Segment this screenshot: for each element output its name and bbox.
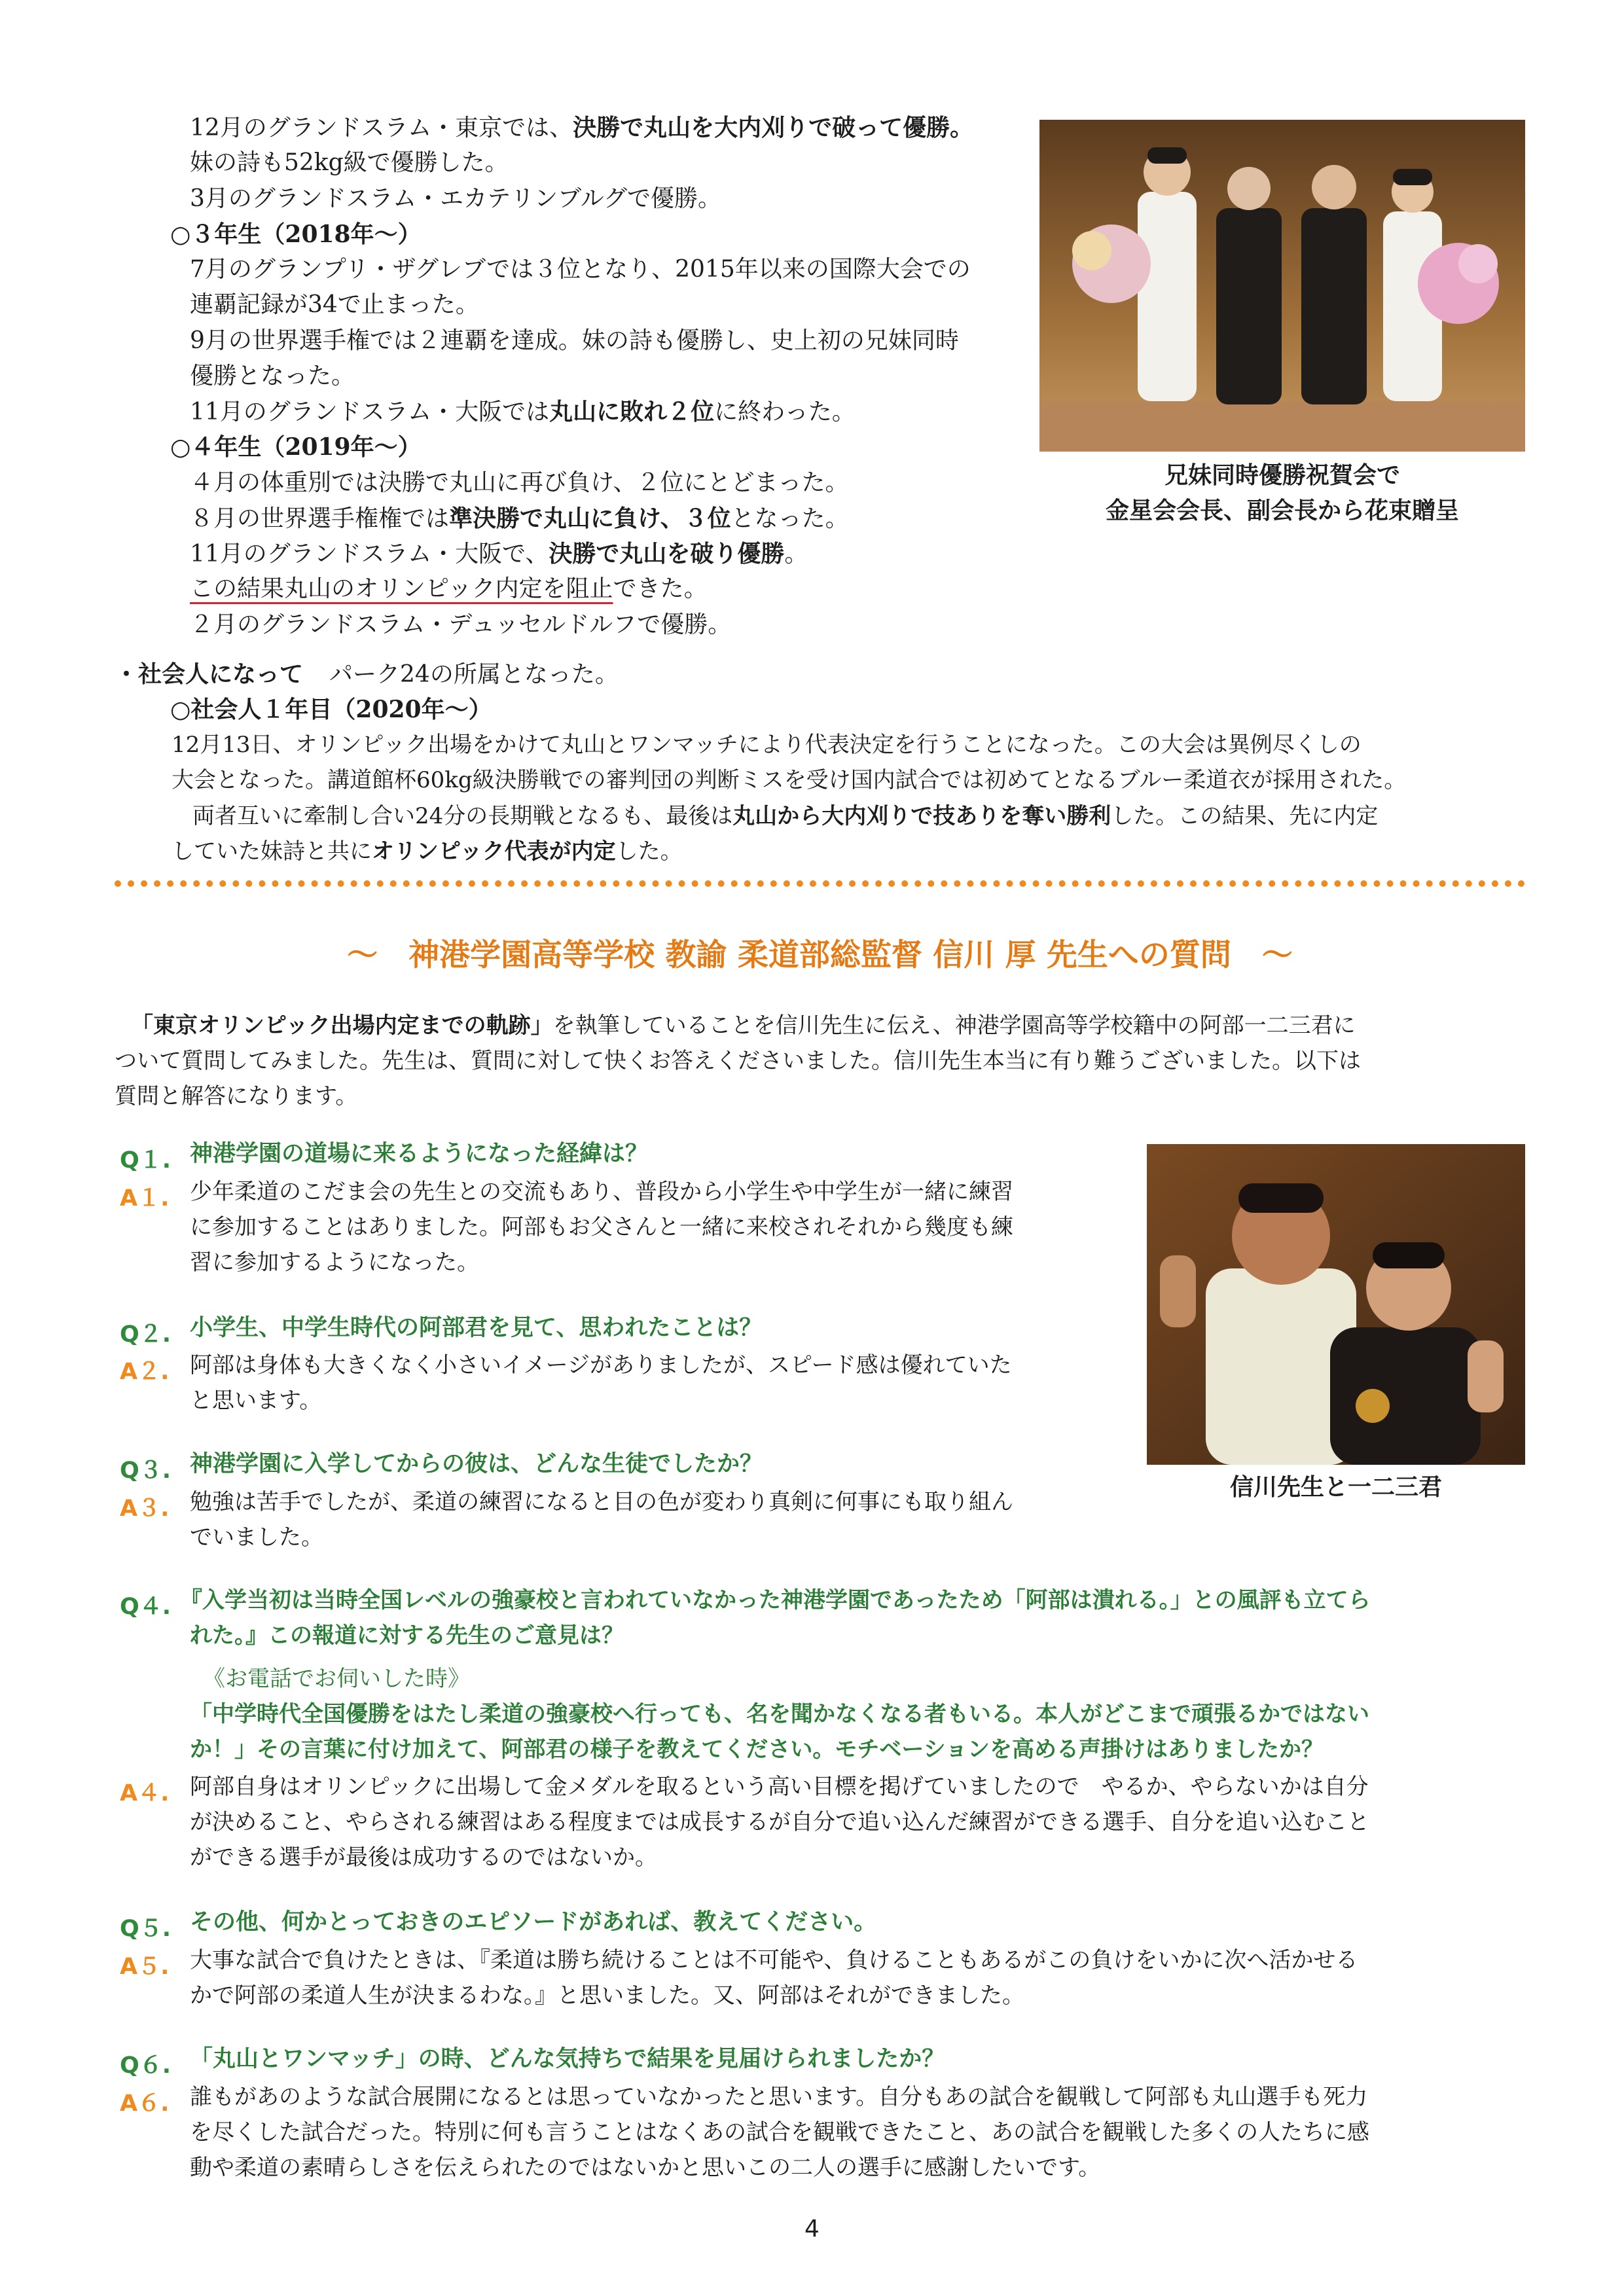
answer-text: が決めること、やらされる練習はある程度までは成長するが自分で追い込んだ練習ができる選手、自分を追い込むこと: [190, 1809, 1369, 1835]
career-bold-text: オリンピック代表が内定: [372, 838, 616, 865]
career-text: 11月のグランドスラム・大阪で、: [190, 541, 549, 567]
career-line: [171, 834, 683, 869]
answer-label: A２.: [120, 1359, 170, 1385]
career-bold-text: 準決勝で丸山に負け、３位: [449, 505, 731, 532]
career-line: [190, 501, 849, 537]
answer-text: を尽くした試合だった。特別に何も言うことはなくあの試合を観戦できたこと、あの試合を観戦した多くの人たちに感: [190, 2119, 1369, 2145]
career-text: 12月のグランドスラム・東京では、: [190, 115, 573, 141]
career-text: となった。: [731, 505, 849, 532]
caption-line: 兄妹同時優勝祝賀会で: [1164, 462, 1400, 489]
career-line: ４月の体重別では決勝で丸山に再び負け、２位にとどまった。: [190, 469, 849, 496]
underlined-text: この結果丸山のオリンピック内定を阻止: [190, 575, 613, 602]
answer-text: 阿部自身はオリンピックに出場して金メダルを取るという高い目標を掲げていましたので やるか、やらないかは自分: [190, 1774, 1369, 1800]
career-line: 12月13日、オリンピック出場をかけて丸山とワンマッチにより代表決定を行うことになった。この大会は異例尽くしの: [171, 732, 1362, 758]
question-text: か！」その言葉に付け加えて、阿部君の様子を教えてください。モチベーションを高める声掛けはありましたか？: [190, 1736, 1324, 1763]
answer-text: 阿部は身体も大きくなく小さいイメージがありましたが、スピード感は優れていた: [190, 1352, 1012, 1378]
intro-bold-text: 「東京オリンピック出場内定までの軌跡」: [131, 1013, 553, 1039]
career-text: した。: [615, 838, 683, 865]
answer-label: A３.: [120, 1496, 170, 1522]
question-label: Q３.: [120, 1458, 171, 1484]
celebration-photo-image: [1039, 120, 1525, 452]
question-text: 「中学時代全国優勝をはたし柔道の強豪校へ行っても、名を聞かなくなる者もいる。本人がどこまで頑張るかではない: [190, 1701, 1369, 1727]
teacher-photo: [1147, 1144, 1525, 1465]
question-text: 「丸山とワンマッチ」の時、どんな気持ちで結果を見届けられましたか？: [190, 2046, 945, 2072]
career-line: ２月のグランドスラム・デュッセルドルフで優勝。: [190, 611, 732, 638]
career-text: できた。: [613, 575, 708, 602]
answer-text: でいました。: [190, 1524, 323, 1551]
answer-text: 勉強は苦手でしたが、柔道の練習になると目の色が変わり真剣に何事にも取り組ん: [190, 1489, 1013, 1515]
career-text: していた妹詩と共に: [171, 838, 372, 865]
year-heading: ○３年生（2018年〜）: [170, 221, 422, 248]
career-text: 11月のグランドスラム・大阪では: [190, 399, 550, 425]
career-line: 大会となった。講道館杯60kg級決勝戦での審判団の判断ミスを受け国内試合では初めてとなるブルー柔道衣が採用された。: [171, 767, 1407, 793]
dotted-divider: [115, 880, 1525, 887]
teacher-photo-caption: 信川先生と一二三君: [1229, 1474, 1442, 1501]
question-label: Q５.: [120, 1916, 171, 1942]
career-line: 7月のグランプリ・ザグレブでは３位となり、2015年以来の国際大会での: [190, 256, 971, 283]
question-text: その他、何かとっておきのエピソードがあれば、教えてください。: [190, 1909, 877, 1935]
answer-text: 誰もがあのような試合展開になるとは思っていなかったと思います。自分もあの試合を観戦して阿部も丸山選手も死力: [190, 2084, 1368, 2110]
celebration-photo: [1039, 120, 1525, 452]
answer-text: 大事な試合で負けたときは、『柔道は勝ち続けることは不可能や、負けることもあるがこの負けをいかに次へ活かせる: [190, 1947, 1358, 1973]
career-text: に終わった。: [714, 399, 856, 425]
career-text: パーク24の所属となった。: [329, 661, 619, 688]
question-label: Q４.: [120, 1594, 171, 1620]
answer-text: かで阿部の柔道人生が決まるわな。』と思いました。又、阿部はそれができました。: [190, 1982, 1024, 2009]
answer-label: A６.: [120, 2090, 170, 2117]
intro-text: を執筆していることを信川先生に伝え、神港学園高等学校籍中の阿部一二三君に: [552, 1013, 1356, 1039]
career-line: [190, 571, 708, 607]
answer-text: と思います。: [190, 1388, 322, 1414]
question-text: 神港学園の道場に来るようになった経緯は？: [190, 1141, 649, 1167]
question-text: 神港学園に入学してからの彼は、どんな生徒でしたか？: [190, 1451, 763, 1477]
year-heading: ○社会人１年目（2020年〜）: [170, 696, 492, 723]
intro-line: [131, 1008, 1356, 1043]
career-text: ８月の世界選手権権では: [190, 505, 450, 532]
career-line: 9月の世界選手権では２連覇を達成。妹の詩も優勝し、史上初の兄妹同時: [190, 327, 959, 354]
career-line: [115, 656, 619, 692]
career-bold-text: 決勝で丸山を大内刈りで破って優勝。: [573, 114, 974, 141]
question-label: Q２.: [120, 1321, 171, 1348]
career-line: 妹の詩も52kg級で優勝した。: [190, 149, 509, 176]
answer-text: 習に参加するようになった。: [190, 1249, 479, 1276]
career-bold-text: 決勝で丸山を破り優勝: [549, 540, 785, 567]
answer-text: に参加することはありました。阿部もお父さんと一緒に来校されそれから幾度も練: [190, 1214, 1013, 1240]
career-text: した。この結果、先に内定: [1111, 803, 1379, 829]
career-line: 3月のグランドスラム・エカテリンブルグで優勝。: [190, 185, 722, 212]
section-heading: 〜 神港学園高等学校 教諭 柔道部総監督 信川 厚 先生への質問 〜: [347, 937, 1293, 973]
answer-label: A４.: [120, 1780, 170, 1806]
intro-line: ついて質問してみました。先生は、質問に対して快くお答えくださいました。信川先生本当に有り難うございました。以下は: [115, 1048, 1361, 1074]
career-text: 両者互いに牽制し合い24分の長期戦となるも、最後は: [192, 803, 733, 829]
question-text: 『入学当初は当時全国レベルの強豪校と言われていなかった神港学園であったため「阿部は潰れる。」との風評も立てら: [180, 1587, 1371, 1613]
career-line: 優勝となった。: [190, 363, 355, 389]
answer-text: 少年柔道のこだま会の先生との交流もあり、普段から小学生や中学生が一緒に練習: [190, 1179, 1013, 1205]
question-label: Q６.: [120, 2053, 171, 2079]
career-line: [192, 798, 1378, 834]
question-text: れた。』この報道に対する先生のご意見は？: [190, 1623, 624, 1649]
career-bold-text: ・社会人になって: [115, 660, 304, 688]
answer-label: A５.: [120, 1954, 170, 1980]
career-line: 連覇記録が34で止まった。: [190, 291, 479, 318]
career-line: [190, 536, 808, 572]
career-bold-text: 丸山に敗れ２位: [549, 398, 715, 425]
answer-text: 動や柔道の素晴らしさを伝えられたのではないかと思いこの二人の選手に感謝したいです。: [190, 2155, 1101, 2181]
career-line: [190, 394, 856, 430]
answer-text: ができる選手が最後は成功するのではないか。: [190, 1844, 657, 1871]
celebration-photo-caption: [1039, 458, 1525, 529]
answer-label: A１.: [120, 1185, 170, 1211]
career-line: [190, 110, 973, 146]
intro-line: 質問と解答になります。: [115, 1083, 358, 1109]
question-label: Q１.: [120, 1147, 171, 1174]
career-bold-text: 丸山から大内刈りで技ありを奪い勝利: [732, 803, 1111, 829]
caption-line: 金星会会長、副会長から花束贈呈: [1105, 497, 1459, 524]
career-text: 。: [784, 541, 808, 567]
question-text: 小学生、中学生時代の阿部君を見て、思われたことは？: [190, 1315, 763, 1341]
question-subheading: 《お電話でお伺いした時》: [203, 1666, 470, 1692]
teacher-photo-image: [1147, 1144, 1525, 1465]
page-number: 4: [804, 2215, 820, 2242]
year-heading: ○４年生（2019年〜）: [170, 433, 422, 461]
